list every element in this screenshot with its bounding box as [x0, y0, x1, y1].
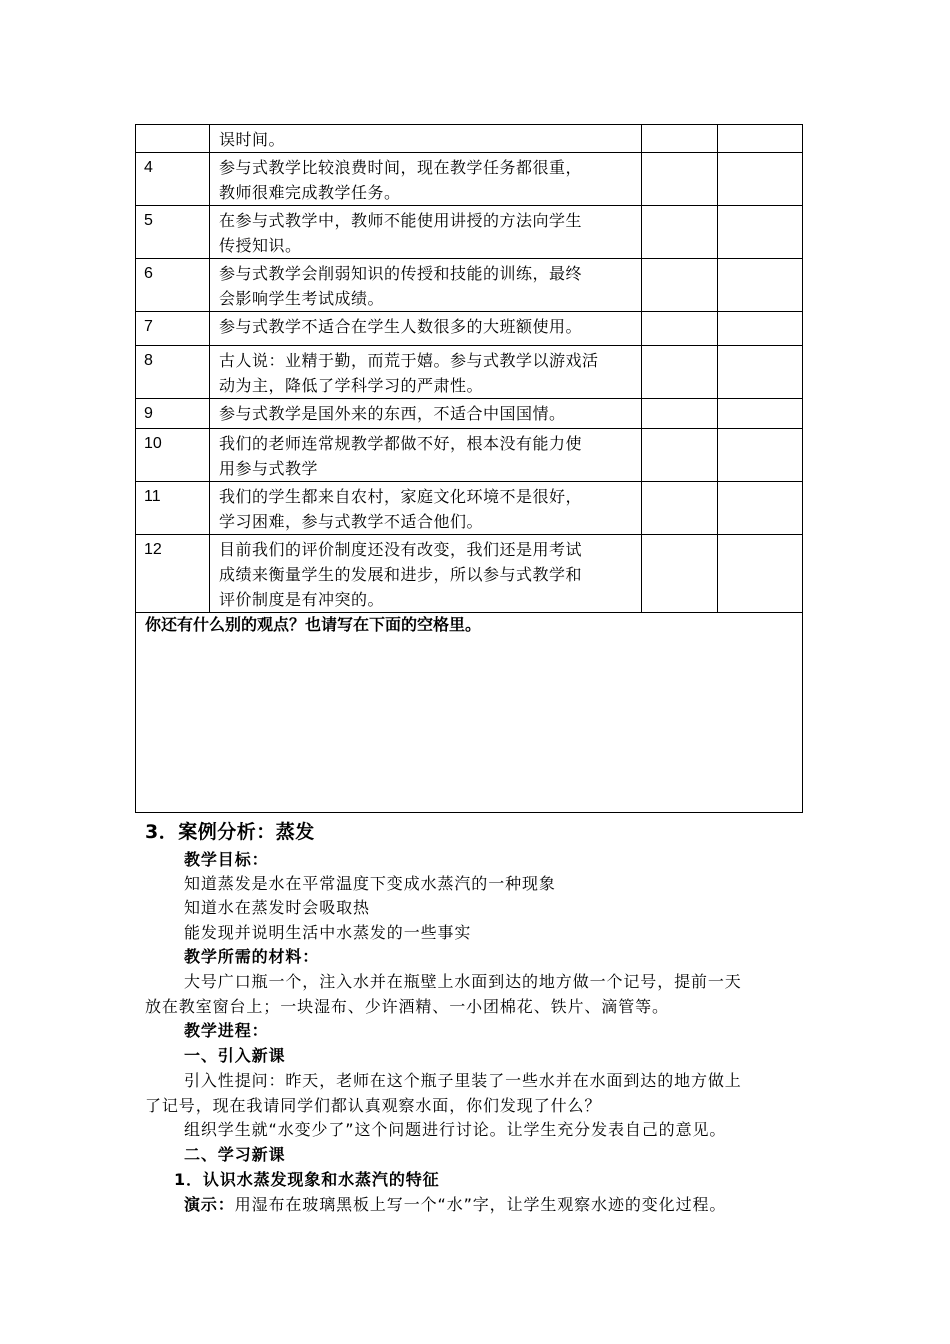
response-cell-disagree[interactable]: [718, 429, 803, 482]
item-number: 5: [144, 212, 153, 229]
survey-row: [136, 153, 803, 206]
statement-line: 会影响学生考试成绩。: [219, 289, 385, 308]
response-cell-agree[interactable]: [642, 153, 718, 206]
statement-line: 参与式教学比较浪费时间，现在教学任务都很重，: [219, 158, 583, 177]
response-cell-disagree[interactable]: [718, 312, 803, 346]
response-cell-disagree[interactable]: [718, 259, 803, 312]
statement-cell: [210, 346, 642, 399]
item-number: 4: [144, 159, 153, 176]
demo-text: 用湿布在玻璃黑板上写一个“水”字，让学生观察水迹的变化过程。: [234, 1195, 727, 1214]
response-cell-agree[interactable]: [642, 399, 718, 429]
response-cell-disagree[interactable]: [718, 206, 803, 259]
part1-text: 组织学生就“水变少了”这个问题进行讨论。让学生充分发表自己的意见。: [184, 1120, 727, 1139]
item-number-cell: [136, 312, 210, 346]
statement-line: 参与式教学不适合在学生人数很多的大班额使用。: [219, 317, 583, 336]
item-number-cell: [136, 399, 210, 429]
response-cell-agree[interactable]: [642, 482, 718, 535]
statement-line: 我们的老师连常规教学都做不好，根本没有能力使: [219, 434, 583, 453]
response-cell-agree[interactable]: [642, 259, 718, 312]
statement-line: 教师很难完成教学任务。: [219, 183, 401, 202]
materials-heading: 教学所需的材料：: [184, 947, 320, 966]
item-number: 10: [144, 435, 162, 452]
response-cell-disagree[interactable]: [718, 346, 803, 399]
statement-line: 在参与式教学中，教师不能使用讲授的方法向学生: [219, 211, 583, 230]
part2-heading: 二、学习新课: [184, 1145, 286, 1164]
response-cell-agree[interactable]: [642, 429, 718, 482]
item-number-cell: [136, 429, 210, 482]
response-cell-disagree[interactable]: [718, 125, 803, 153]
goals-heading: 教学目标：: [184, 850, 269, 869]
section-title: 3．案例分析：蒸发: [145, 821, 315, 843]
statement-cell: [210, 153, 642, 206]
response-cell-agree[interactable]: [642, 125, 718, 153]
response-cell-disagree[interactable]: [718, 153, 803, 206]
item-number-cell: [136, 482, 210, 535]
open-question-prompt: 你还有什么别的观点？也请写在下面的空格里。: [145, 615, 482, 634]
statement-cell: [210, 429, 642, 482]
item-number: 12: [144, 541, 162, 558]
item-number: 7: [144, 318, 153, 335]
item-number-cell: [136, 206, 210, 259]
statement-line: 成绩来衡量学生的发展和进步，所以参与式教学和: [219, 565, 583, 584]
statement-cell: [210, 482, 642, 535]
statement-cell: [210, 399, 642, 429]
part1-heading: 一、引入新课: [184, 1046, 286, 1065]
survey-row: [136, 125, 803, 153]
materials-text: 放在教室窗台上；一块湿布、少许酒精、一小团棉花、铁片、滴管等。: [145, 997, 669, 1016]
item-number: 8: [144, 352, 153, 369]
goal-item: 能发现并说明生活中水蒸发的一些事实: [184, 923, 472, 942]
response-cell-agree[interactable]: [642, 535, 718, 613]
statement-line: 用参与式教学: [219, 459, 319, 478]
response-cell-agree[interactable]: [642, 346, 718, 399]
survey-row: [136, 259, 803, 312]
response-cell-disagree[interactable]: [718, 399, 803, 429]
statement-line: 评价制度是有冲突的。: [219, 590, 385, 609]
statement-line: 参与式教学是国外来的东西，不适合中国国情。: [219, 404, 566, 423]
opinion-survey-table: [135, 124, 803, 813]
response-cell-agree[interactable]: [642, 206, 718, 259]
demo-label: 演示：: [184, 1195, 235, 1214]
goal-item: 知道水在蒸发时会吸取热: [184, 898, 370, 917]
statement-cell: [210, 259, 642, 312]
statement-line: 古人说：业精于勤，而荒于嬉。参与式教学以游戏活: [219, 351, 599, 370]
part1-text: 了记号，现在我请同学们都认真观察水面，你们发现了什么？: [145, 1096, 602, 1115]
response-cell-disagree[interactable]: [718, 482, 803, 535]
survey-row: [136, 429, 803, 482]
statement-line: 动为主，降低了学科学习的严肃性。: [219, 376, 484, 395]
statement-cell: [210, 312, 642, 346]
statement-line: 学习困难，参与式教学不适合他们。: [219, 512, 484, 531]
subsection-heading: 1．认识水蒸发现象和水蒸汽的特征: [174, 1170, 440, 1189]
statement-line: 误时间。: [219, 130, 286, 149]
survey-row: [136, 399, 803, 429]
item-number-cell: [136, 346, 210, 399]
response-cell-agree[interactable]: [642, 312, 718, 346]
goal-item: 知道蒸发是水在平常温度下变成水蒸汽的一种现象: [184, 874, 556, 893]
survey-row: [136, 312, 803, 346]
item-number: 11: [144, 488, 161, 505]
part1-text: 引入性提问：昨天，老师在这个瓶子里装了一些水并在水面到达的地方做上: [184, 1071, 742, 1090]
item-number-cell: [136, 535, 210, 613]
item-number-cell: [136, 259, 210, 312]
survey-row: [136, 482, 803, 535]
statement-cell: [210, 206, 642, 259]
statement-line: 传授知识。: [219, 236, 302, 255]
statement-line: 我们的学生都来自农村，家庭文化环境不是很好，: [219, 487, 583, 506]
statement-line: 目前我们的评价制度还没有改变，我们还是用考试: [219, 540, 583, 559]
item-number: 6: [144, 265, 153, 282]
item-number-cell: [136, 153, 210, 206]
process-heading: 教学进程：: [184, 1021, 269, 1040]
statement-cell: [210, 125, 642, 153]
demo-paragraph: [184, 1193, 726, 1217]
survey-row: [136, 535, 803, 613]
response-cell-disagree[interactable]: [718, 535, 803, 613]
item-number-cell: [136, 125, 210, 153]
materials-text: 大号广口瓶一个，注入水并在瓶壁上水面到达的地方做一个记号，提前一天: [184, 972, 742, 991]
statement-cell: [210, 535, 642, 613]
survey-row: [136, 206, 803, 259]
survey-row: [136, 346, 803, 399]
statement-line: 参与式教学会削弱知识的传授和技能的训练，最终: [219, 264, 583, 283]
open-question-cell: [136, 613, 803, 813]
item-number: 9: [144, 405, 153, 422]
